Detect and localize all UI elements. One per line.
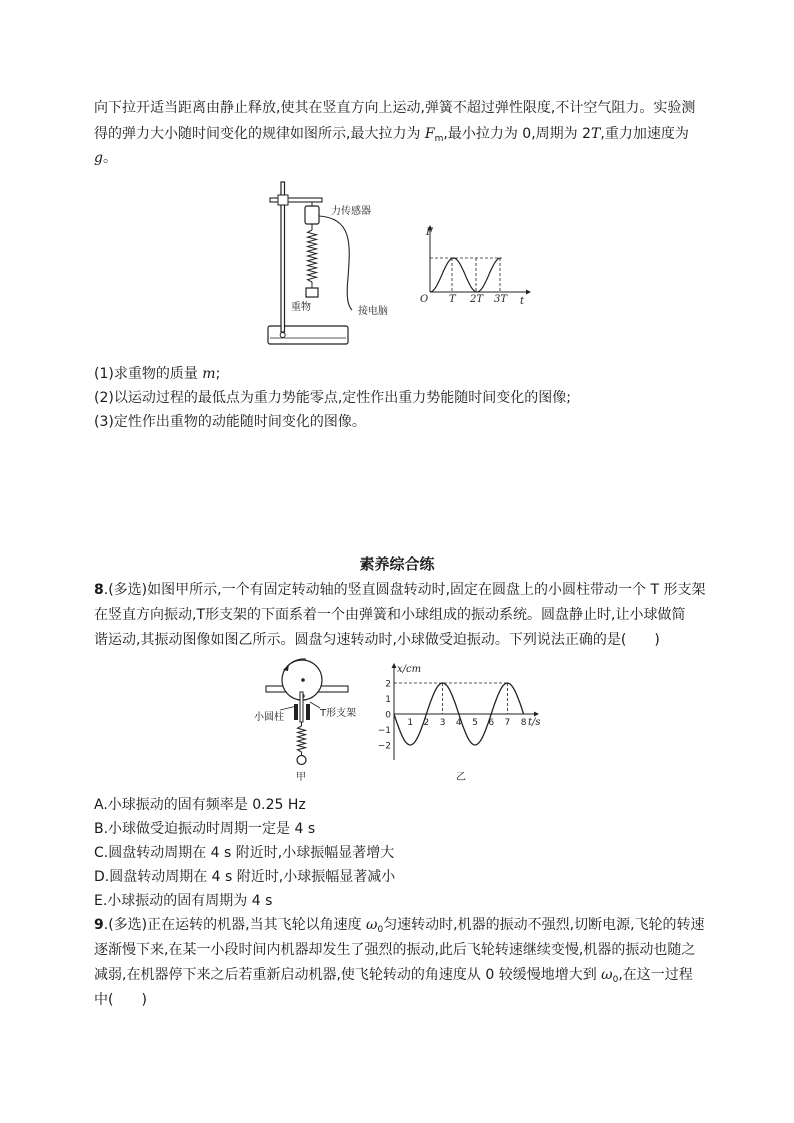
var-T: T — [591, 126, 601, 142]
y-tick-label: −1 — [378, 726, 391, 736]
figure-jia-caption: 甲 — [296, 772, 306, 783]
force-curve — [430, 258, 501, 292]
vibration-graph — [378, 660, 548, 784]
q9-line-4: 中( ) — [94, 992, 147, 1008]
x-tick-label: 7 — [504, 718, 511, 728]
var-m: m — [202, 366, 216, 382]
omega-symbol: ω — [601, 967, 613, 983]
x-axis-label: t/s — [528, 717, 541, 728]
x-tick-label: 3 — [439, 718, 446, 728]
spring — [298, 726, 306, 752]
weight-block — [306, 288, 318, 297]
q8-line-2: 在竖直方向振动,T形支架的下面系着一个由弹簧和小球组成的振动系统。圆盘静止时,让小球做简 — [94, 607, 686, 623]
question-3: (3)定性作出重物的动能随时间变化的图像。 — [94, 414, 366, 430]
y-axis-label: x/cm — [397, 664, 422, 675]
x-tick-label: 5 — [472, 718, 478, 728]
spring — [308, 230, 317, 282]
option-b[interactable]: B.小球做受迫振动时周期一定是 4 s — [94, 821, 316, 837]
q9-number: 9 — [94, 917, 104, 933]
disc-t-frame-figure — [250, 658, 365, 783]
sensor-label: 力传感器 — [331, 206, 371, 217]
amplitude-dashed-line — [394, 683, 507, 714]
tick-2T: 2T — [470, 294, 484, 305]
var-g: g — [94, 150, 103, 166]
cylinder-label: 小圆柱 — [254, 712, 284, 723]
q8-number: 8 — [94, 582, 104, 598]
tick-3T: 3T — [494, 294, 508, 305]
y-tick-label: 2 — [385, 679, 391, 690]
y-tick-label: 0 — [385, 710, 391, 721]
y-tick-label: −2 — [378, 741, 391, 752]
x-tick-label: 4 — [455, 718, 462, 728]
y-tick-label: 1 — [385, 695, 391, 705]
option-d[interactable]: D.圆盘转动周期在 4 s 附近时,小球振幅显著减小 — [94, 869, 396, 885]
intro-line-2: 得的弹力大小随时间变化的规律如图所示,最大拉力为 $F_m$,最小拉力为 0,周期为 2T,重力加速度为 — [94, 126, 689, 144]
force-time-graph — [412, 222, 532, 306]
sensor-cable — [319, 216, 352, 310]
figure-yi-caption: 乙 — [456, 772, 466, 783]
q9-line-3: 减弱,在机器停下来之后若重新启动机器,使飞轮转动的角速度从 0 较缓慢地增大到 $\omega_0$,在这一过程 — [94, 967, 693, 985]
omega-symbol: ω — [366, 917, 378, 933]
option-e[interactable]: E.小球振动的固有周期为 4 s — [94, 893, 273, 909]
sub-m: m — [434, 134, 444, 144]
t-axis-label: t — [520, 296, 525, 306]
q9-line-2: 逐渐慢下来,在某一小段时间内机器却发生了强烈的振动,此后飞轮转速继续变慢,机器的振动也随之 — [94, 942, 696, 958]
x-tick-label: 1 — [407, 718, 414, 728]
x-tick-label: 2 — [423, 718, 430, 728]
option-c[interactable]: C.圆盘转动周期在 4 s 附近时,小球振幅显著增大 — [94, 845, 395, 861]
ball — [297, 756, 306, 765]
computer-label: 接电脑 — [358, 306, 388, 317]
disc-axle — [301, 678, 305, 682]
x-tick-label: 6 — [488, 718, 495, 728]
q8-line-1: 8.(多选)如图甲所示,一个有固定转动轴的竖直圆盘转动时,固定在圆盘上的小圆柱带动一个 T 形支架 — [94, 582, 706, 598]
q9-line-1: 9.(多选)正在运转的机器,当其飞轮以角速度 $\omega_0$匀速转动时,机器的振动不强烈,切断电源,飞轮的转速 — [94, 917, 705, 935]
var-F: F — [424, 126, 435, 142]
x-tick-label: 8 — [520, 718, 527, 728]
intro-line-3: g。 — [94, 150, 117, 166]
F-axis-label: F — [426, 227, 433, 238]
question-2: (2)以运动过程的最低点为重力势能零点,定性作出重力势能随时间变化的图像; — [94, 390, 571, 406]
force-sensor — [305, 206, 319, 224]
frame-label: T形支架 — [320, 708, 357, 719]
q8-line-3: 谐运动,其振动图像如图乙所示。圆盘匀速转动时,小球做受迫振动。下列说法正确的是( ) — [94, 632, 660, 648]
t-frame-stem — [300, 692, 303, 722]
option-a[interactable]: A.小球振动的固有频率是 0.25 Hz — [94, 797, 306, 813]
weight-label: 重物 — [291, 302, 311, 313]
intro-line-1: 向下拉开适当距离由静止释放,使其在竖直方向上运动,弹簧不超过弹性限度,不计空气阻力。实验测 — [94, 100, 696, 116]
spring-apparatus-figure — [262, 178, 402, 350]
origin-label: O — [420, 294, 429, 305]
question-1: (1)求重物的质量 m; — [94, 366, 221, 382]
section-title: 素养综合练 — [359, 555, 435, 573]
tick-T: T — [449, 294, 456, 305]
